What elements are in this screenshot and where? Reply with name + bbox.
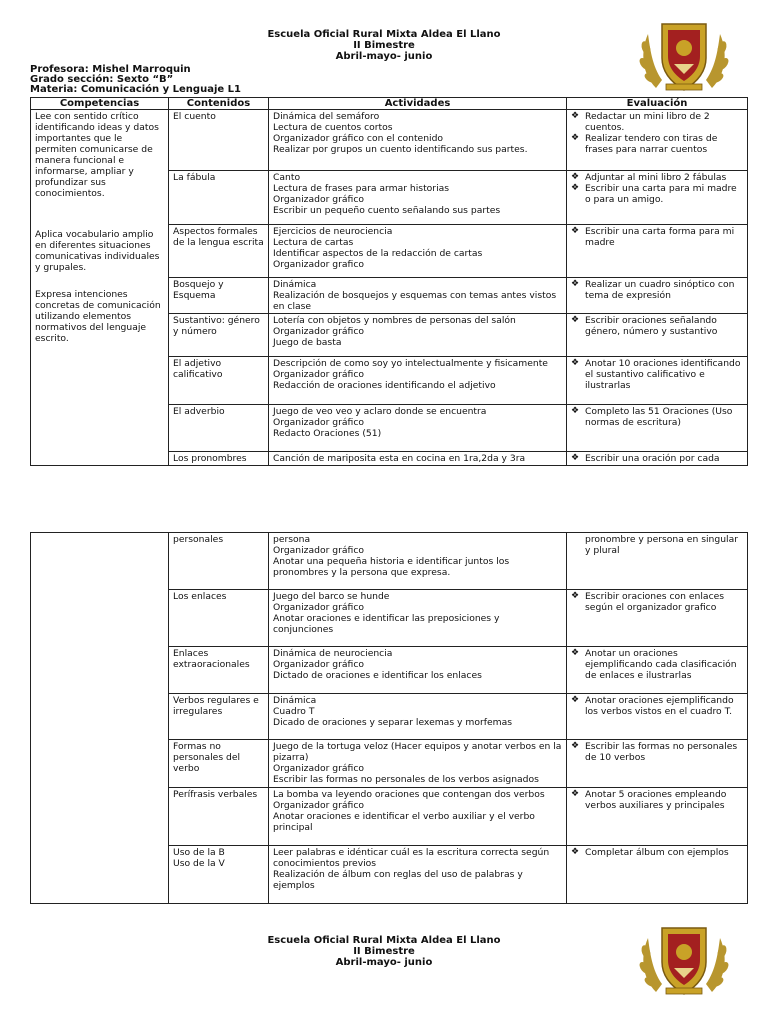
actividad-text: Redacto Oraciones (51) [273,428,382,439]
lesson-plan-table-page2 [30,532,748,904]
evaluacion-item: ❖ Redactar un mini libro de 2 cuentos. [571,111,743,133]
column-header-evaluacion: Evaluación [567,98,748,110]
lesson-plan-table-page1 [30,97,748,466]
actividad-text: Dinámica [273,695,317,706]
evaluacion-cell [567,533,748,590]
competencia-2: Aplica vocabulario amplio en diferentes situaciones comunicativas individuales y grupales. [35,229,160,273]
evaluacion-cell [567,788,748,846]
evaluacion-item: ❖ Escribir oraciones señalando género, número y sustantivo [571,315,743,337]
footer-months: Abril-mayo- junio [335,957,433,968]
actividad-text: Organizador gráfico [273,800,364,811]
actividades-cell [269,171,567,225]
actividades-cell [269,314,567,357]
contenido-cell [169,110,269,171]
school-crest-logo [636,922,732,1004]
column-header-competencias: Competencias [31,98,169,110]
actividad-text: Anotar oraciones e identificar el verbo auxiliar y el verbo principal [273,811,535,833]
evaluacion-item: ❖ Realizar un cuadro sinóptico con tema de expresión [571,279,743,301]
column-header-actividades: Actividades [269,98,567,110]
contenido-text: Aspectos formales de la lengua escrita [173,226,264,248]
actividad-text: Realizar por grupos un cuento identificando sus partes. [273,144,528,155]
actividad-text: Organizador gráfico [273,326,364,337]
evaluacion-cell [567,357,748,405]
evaluacion-cell [567,278,748,314]
evaluacion-item: ❖ Adjuntar al mini libro 2 fábulas [571,172,743,183]
actividad-text: Anotar una pequeña historia e identificar juntos los pronombres y la persona que expresa. [273,556,510,578]
actividades-cell [269,452,567,466]
actividades-cell [269,846,567,904]
contenido-text: El adjetivo calificativo [173,358,223,380]
actividad-text: Juego de veo veo y aclaro donde se encuentra [273,406,487,417]
actividades-cell [269,694,567,740]
actividades-cell [269,405,567,452]
contenido-text: Los pronombres [173,453,247,464]
evaluacion-cell [567,846,748,904]
actividades-cell [269,533,567,590]
school-name: Escuela Oficial Rural Mixta Aldea El Llano [267,29,501,40]
contenido-cell [169,846,269,904]
actividad-text: Lectura de cuentos cortos [273,122,393,133]
actividad-text: Organizador gráfico [273,417,364,428]
actividades-cell [269,357,567,405]
teacher-name: Profesora: Mishel Marroquin [30,64,191,75]
contenido-cell [169,314,269,357]
evaluacion-item: ❖ Anotar un oraciones ejemplificando cada clasificación de enlaces e ilustrarlas [571,648,743,681]
actividad-text: Lectura de frases para armar historias [273,183,450,194]
actividad-text: persona [273,534,311,545]
actividad-text: Organizador gráfico [273,369,364,380]
actividad-text: Organizador grafico [273,259,364,270]
contenido-text: El cuento [173,111,216,122]
column-header-contenidos: Contenidos [169,98,269,110]
contenido-text: personales [173,534,224,545]
contenido-cell [169,278,269,314]
actividades-cell [269,740,567,788]
actividad-text: Canción de mariposita esta en cocina en 1ra,2da y 3ra [273,453,526,464]
actividades-cell [269,110,567,171]
contenido-text: Uso de la V [173,858,225,869]
competencias-cell-empty [31,533,169,904]
footer-school-name: Escuela Oficial Rural Mixta Aldea El Llano [267,935,501,946]
evaluacion-item: ❖ Escribir una carta forma para mi madre [571,226,743,248]
evaluacion-cell [567,314,748,357]
actividad-text: Organizador gráfico [273,763,364,774]
actividad-text: Ejercicios de neurociencia [273,226,393,237]
contenido-cell [169,740,269,788]
subject: Materia: Comunicación y Lenguaje L1 [30,84,241,95]
contenido-cell [169,647,269,694]
actividad-text: Redacción de oraciones identificando el adjetivo [273,380,496,391]
actividad-text: Cuadro T [273,706,315,717]
actividad-text: Juego de la tortuga veloz (Hacer equipos y anotar verbos en la pizarra) [273,741,562,763]
months: Abril-mayo- junio [335,51,433,62]
actividad-text: Anotar oraciones e identificar las preposiciones y conjunciones [273,613,500,635]
footer-bimester: II Bimestre [353,946,415,957]
actividad-text: Dinámica [273,279,317,290]
table-header-row [31,98,748,110]
contenido-text: Formas no personales del verbo [173,741,241,774]
evaluacion-item: ❖ Anotar oraciones ejemplificando los verbos vistos en el cuadro T. [571,695,743,717]
table-row [31,533,748,590]
competencia-3: Expresa intenciones concretas de comunicación utilizando elementos normativos del lenguaje escrito. [35,289,161,344]
evaluacion-cell [567,694,748,740]
evaluacion-cell [567,171,748,225]
evaluacion-item: ❖ Completo las 51 Oraciones (Uso normas de escritura) [571,406,743,428]
actividad-text: Organizador gráfico [273,659,364,670]
evaluacion-item: ❖ Realizar tendero con tiras de frases para narrar cuentos [571,133,743,155]
contenido-text: Enlaces extraoracionales [173,648,250,670]
actividad-text: Escribir un pequeño cuento señalando sus partes [273,205,501,216]
contenido-cell [169,533,269,590]
contenido-text: La fábula [173,172,216,183]
contenido-text: Uso de la B [173,847,225,858]
competencia-1: Lee con sentido crítico identificando ideas y datos importantes que le permiten comunicarse de manera funcional e informarse, ampliar y profundizar sus conocimientos. [35,111,159,199]
contenido-text: Bosquejo y Esquema [173,279,224,301]
evaluacion-item: ❖ Escribir oraciones con enlaces según el organizador grafico [571,591,743,613]
actividad-text: Descripción de como soy yo intelectualmente y fisicamente [273,358,548,369]
actividad-text: Organizador gráfico [273,602,364,613]
evaluacion-item: ❖ Completar álbum con ejemplos [571,847,743,858]
actividad-text: Dinámica del semáforo [273,111,380,122]
actividad-text: Juego del barco se hunde [273,591,390,602]
evaluacion-cell [567,225,748,278]
actividades-cell [269,590,567,647]
contenido-cell [169,788,269,846]
actividad-text: Organizador gráfico [273,545,364,556]
contenido-text: El adverbio [173,406,225,417]
actividad-text: Lotería con objetos y nombres de personas del salón [273,315,516,326]
evaluacion-cell [567,647,748,694]
evaluacion-item: ❖ Escribir una carta para mi madre o para un amigo. [571,183,743,205]
actividad-text: La bomba va leyendo oraciones que contengan dos verbos [273,789,545,800]
actividad-text: Realización de bosquejos y esquemas con temas antes vistos en clase [273,290,557,312]
actividad-text: Escribir las formas no personales de los verbos asignados [273,774,539,785]
actividad-text: Canto [273,172,301,183]
actividad-text: Leer palabras e idénticar cuál es la escritura correcta según conocimientos previos [273,847,550,869]
contenido-text: Perífrasis verbales [173,789,258,800]
competencias-cell [31,110,169,466]
actividad-text: Dictado de oraciones e identificar los enlaces [273,670,482,681]
evaluacion-item: ❖ Anotar 10 oraciones identificando el sustantivo calificativo e ilustrarlas [571,358,743,391]
evaluacion-item: ❖ Escribir una oración por cada [571,453,743,464]
evaluacion-cell [567,452,748,466]
table-row [31,110,748,171]
actividades-cell [269,788,567,846]
contenido-cell [169,590,269,647]
actividad-text: Identificar aspectos de la redacción de cartas [273,248,483,259]
evaluacion-cell [567,110,748,171]
actividad-text: Realización de álbum con reglas del uso de palabras y ejemplos [273,869,523,891]
actividad-text: Organizador gráfico [273,194,364,205]
actividades-cell [269,225,567,278]
actividad-text: Dicado de oraciones y separar lexemas y morfemas [273,717,512,728]
contenido-cell [169,171,269,225]
actividad-text: Juego de basta [273,337,342,348]
bimester: II Bimestre [353,40,415,51]
evaluacion-text: pronombre y persona en singular y plural [585,534,738,556]
actividades-cell [269,278,567,314]
contenido-cell [169,405,269,452]
school-crest-logo [636,18,732,100]
contenido-text: Sustantivo: género y número [173,315,260,337]
actividad-text: Organizador gráfico con el contenido [273,133,444,144]
contenido-text: Verbos regulares e irregulares [173,695,259,717]
evaluacion-item: ❖ Escribir las formas no personales de 10 verbos [571,741,743,763]
evaluacion-item: ❖ Anotar 5 oraciones empleando verbos auxiliares y principales [571,789,743,811]
evaluacion-cell [567,740,748,788]
contenido-cell [169,225,269,278]
contenido-cell [169,452,269,466]
actividad-text: Dinámica de neurociencia [273,648,393,659]
contenido-text: Los enlaces [173,591,227,602]
evaluacion-cell [567,405,748,452]
evaluacion-cell [567,590,748,647]
class-info [30,65,241,95]
actividades-cell [269,647,567,694]
contenido-cell [169,357,269,405]
actividad-text: Lectura de cartas [273,237,354,248]
contenido-cell [169,694,269,740]
grade-section: Grado sección: Sexto “B” [30,74,174,85]
